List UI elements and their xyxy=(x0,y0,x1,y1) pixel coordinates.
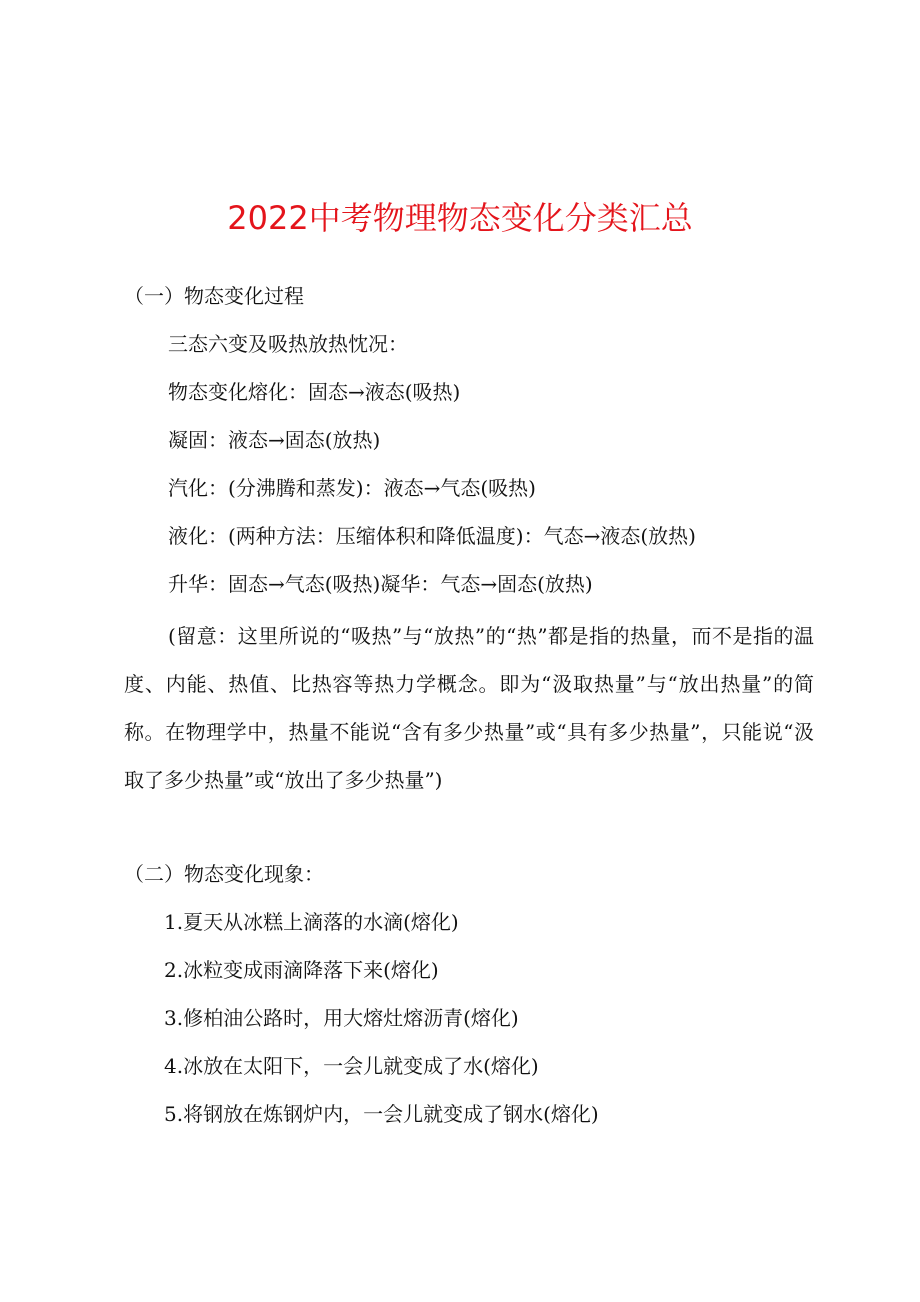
note-paragraph: (留意：这里所说的“吸热”与“放热”的“热”都是指的热量，而不是指的温度、内能、热值、比热容等热力学概念。即为“汲取热量”与“放出热量”的简称。在物理学中，热量不能说“含有多少热量”或“具有多少热量”，只能说“汲取了多少热量”或“放出了多少热量”) xyxy=(124,624,814,792)
list-item: 4.冰放在太阳下，一会儿就变成了水(熔化) xyxy=(164,1054,539,1078)
list-item: 5.将钢放在炼钢炉内，一会儿就变成了钢水(熔化) xyxy=(164,1102,599,1126)
process-line-sublimation: 升华：固态→气态(吸热)凝华：气态→固态(放热) xyxy=(168,572,593,596)
process-line-melting: 物态变化熔化：固态→液态(吸热) xyxy=(168,380,461,404)
list-item: 3.修柏油公路时，用大熔灶熔沥青(熔化) xyxy=(164,1006,519,1030)
process-line-liquefaction: 液化：(两种方法：压缩体积和降低温度)：气态→液态(放热) xyxy=(168,524,696,548)
section-intro: 三态六变及吸热放热忱况： xyxy=(168,332,408,356)
list-item: 1.夏天从冰糕上滴落的水滴(熔化) xyxy=(164,910,459,934)
document-title: 2022中考物理物态变化分类汇总 xyxy=(227,199,693,237)
process-line-vaporization: 汽化：(分沸腾和蒸发)：液态→气态(吸热) xyxy=(168,476,536,500)
process-line-solidification: 凝固：液态→固态(放热) xyxy=(168,428,381,452)
section-heading-1: （一）物态变化过程 xyxy=(124,284,304,308)
section-heading-2: （二）物态变化现象： xyxy=(124,862,324,886)
list-item: 2.冰粒变成雨滴降落下来(熔化) xyxy=(164,958,439,982)
